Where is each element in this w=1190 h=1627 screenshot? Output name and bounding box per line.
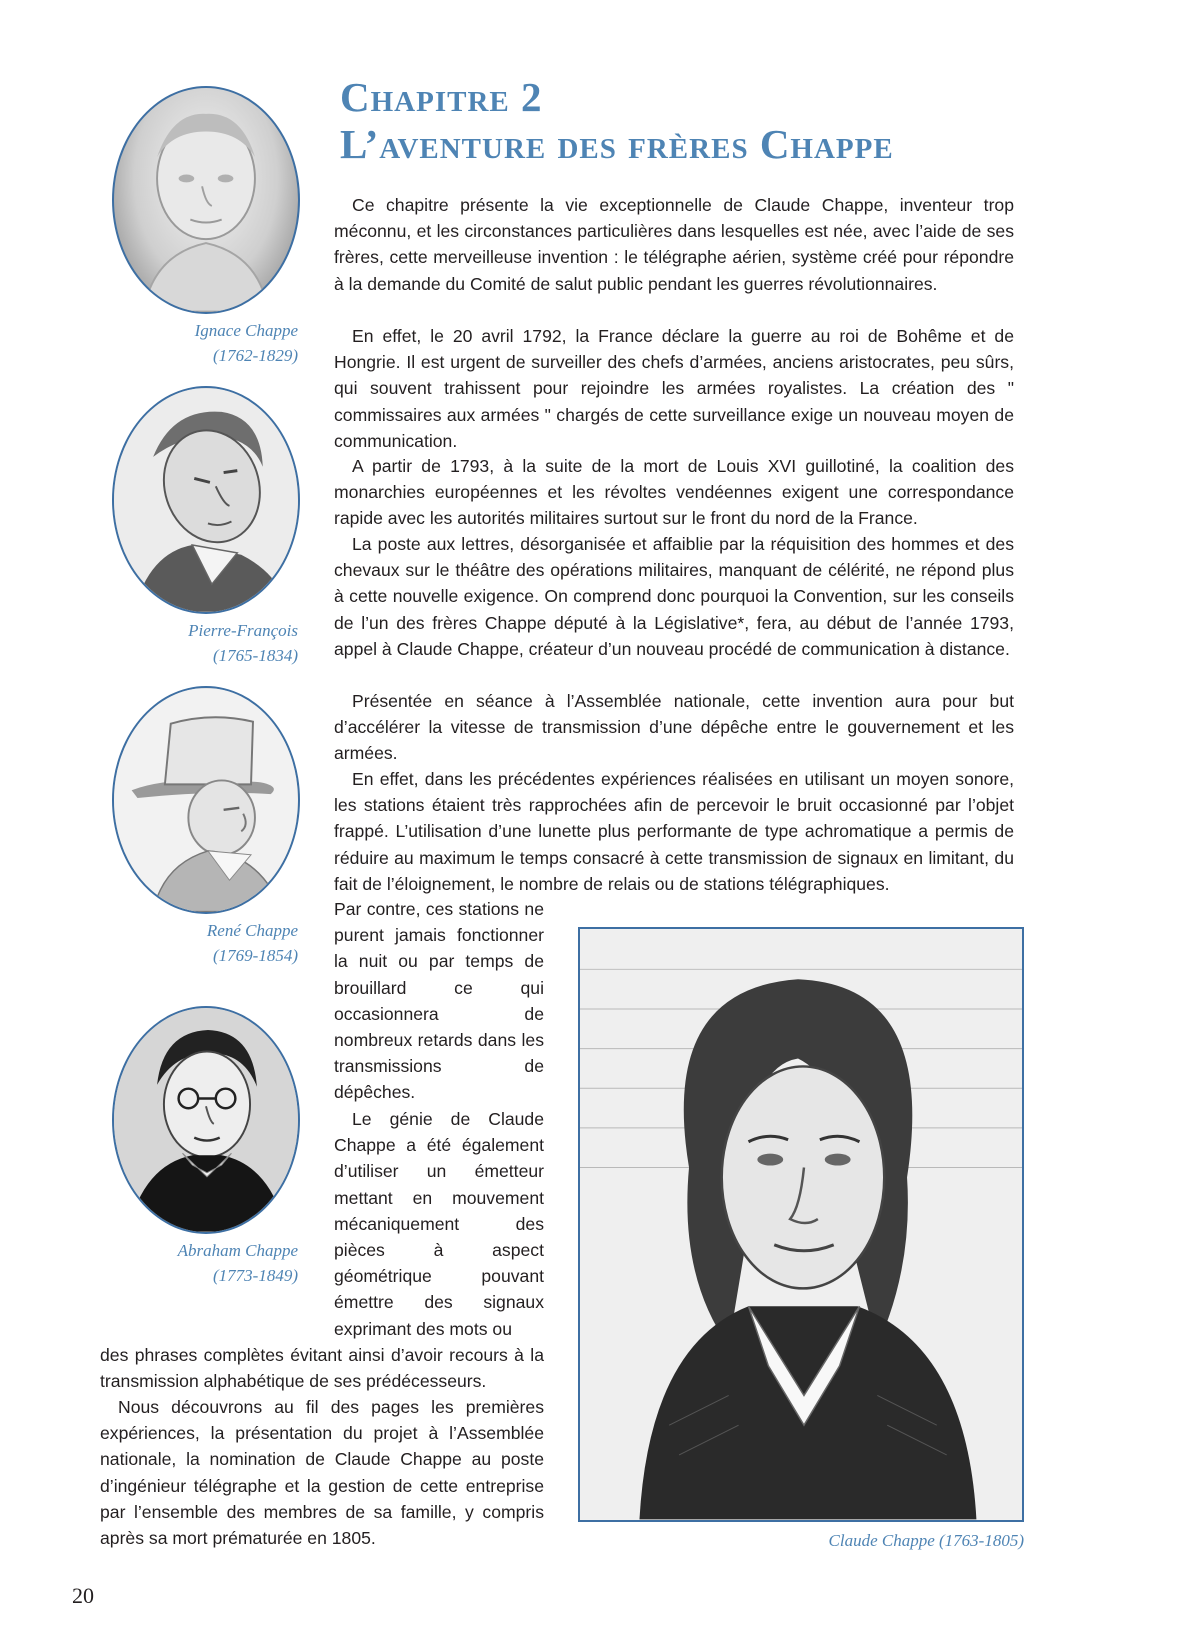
portrait-pierre-francois: [112, 386, 300, 614]
caption-pierre-francois: [188, 618, 298, 668]
paragraph-1793: A partir de 1793, à la suite de la mort de Louis XVI guillotiné, la coalition des monarchies européennes et les révoltes vendéennes exigent une correspondance rapide avec les autorités militaires surtout sur le front du nord de la France.: [334, 456, 1014, 529]
caption-dates: (1769-1854): [213, 946, 298, 965]
caption-claude-chappe: Claude Chappe (1763-1805): [828, 1531, 1024, 1550]
chapter-name: L’aventure des frères Chappe: [340, 121, 894, 167]
engraving-image: [114, 388, 298, 612]
paragraph-conclusion: Nous découvrons au fil des pages les premières expériences, la présentation du projet à l’Assemblée nationale, la nomination de Claude Chappe au poste d’ingénieur télégraphe et la gestion de cette entreprise par l’ensemble des membres de sa famille, y compris après sa mort prématurée en 1805.: [100, 1397, 544, 1549]
portrait-ignace-chappe: [112, 86, 300, 314]
caption-name: Ignace Chappe: [194, 321, 298, 340]
paragraph-experiences: En effet, dans les précédentes expériences réalisées en utilisant un moyen sonore, les stations étaient très rapprochées afin de percevoir le bruit occasionné par l’objet frappé. L’utilisation d’une lunette plus performante de type achromatique a permis de réduire au maximum le temps consacré à cette transmission de signaux en limitant, du fait de l’éloignement, le nombre de relais ou de stations télégraphiques.: [334, 769, 1014, 894]
painting-image: [114, 1008, 298, 1232]
paragraph-genie: Le génie de Claude Chappe a été également d’utiliser un émetteur mettant en mouvement mécaniquement des pièces à aspect géométrique pouvant émettre des signaux exprimant des mots ou: [334, 1109, 544, 1339]
paragraph-war-1792: En effet, le 20 avril 1792, la France déclare la guerre au roi de Bohême et de Hongrie. Il est urgent de surveiller des chefs d’armées, anciens aristocrates, peu sûrs, qui souvent trahissent pour rejoindre les armées royalistes. La création des " commissaires aux armées " chargés de cette surveillance exige un nouveau moyen de communication.: [334, 326, 1014, 451]
paragraph-poste: La poste aux lettres, désorganisée et affaiblie par la réquisition des hommes et des chevaux sur le théâtre des opérations militaires, manquant de célérité, ne répond plus à cette nouvelle exigence. On comprend donc pourquoi la Convention, sur les conseils de l’un des frères Chappe député à la Législative*, fera, au début de l’année 1793, appel à Claude Chappe, créateur d’un nouveau procédé de communication à distance.: [334, 534, 1014, 659]
chapter-number: Chapitre 2: [340, 74, 543, 120]
caption-dates: (1765-1834): [213, 646, 298, 665]
paragraph-genie-cont: des phrases complètes évitant ainsi d’avoir recours à la transmission alphabétique de ses prédécesseurs.: [100, 1345, 544, 1392]
paragraph-limits: Par contre, ces stations ne purent jamais fonctionner la nuit ou par temps de brouillard ce qui occasionnera de nombreux retards dans les transmissions de dépêches.: [334, 899, 544, 1103]
paragraph-assemblee: Présentée en séance à l’Assemblée nationale, cette invention aura pour but d’accélérer la vitesse de transmission d’une dépêche entre le gouvernement et les armées.: [334, 691, 1014, 764]
caption-rene: [207, 918, 298, 968]
caption-dates: (1773-1849): [213, 1266, 298, 1285]
bust-image: [114, 88, 298, 312]
portrait-claude-chappe: [578, 927, 1024, 1522]
caption-dates: (1762-1829): [213, 346, 298, 365]
paragraph-intro: Ce chapitre présente la vie exceptionnelle de Claude Chappe, inventeur trop méconnu, et les circonstances particulières dans lesquelles est née, avec l’aide de ses frères, cette merveilleuse invention : le télégraphe aérien, système créé pour répondre à la demande du Comité de salut public pendant les guerres révolutionnaires.: [334, 195, 1014, 294]
engraving-image: [580, 929, 1022, 1520]
caption-abraham: [178, 1238, 298, 1288]
sketch-image: [114, 688, 298, 912]
caption-ignace: [195, 318, 298, 368]
portrait-rene-chappe: [112, 686, 300, 914]
chapter-title: [340, 74, 1080, 168]
page-number: 20: [72, 1583, 94, 1608]
portrait-abraham-chappe: [112, 1006, 300, 1234]
caption-name: Pierre-François: [188, 621, 298, 640]
caption-name: René Chappe: [206, 921, 298, 940]
caption-name: Abraham Chappe: [177, 1241, 298, 1260]
